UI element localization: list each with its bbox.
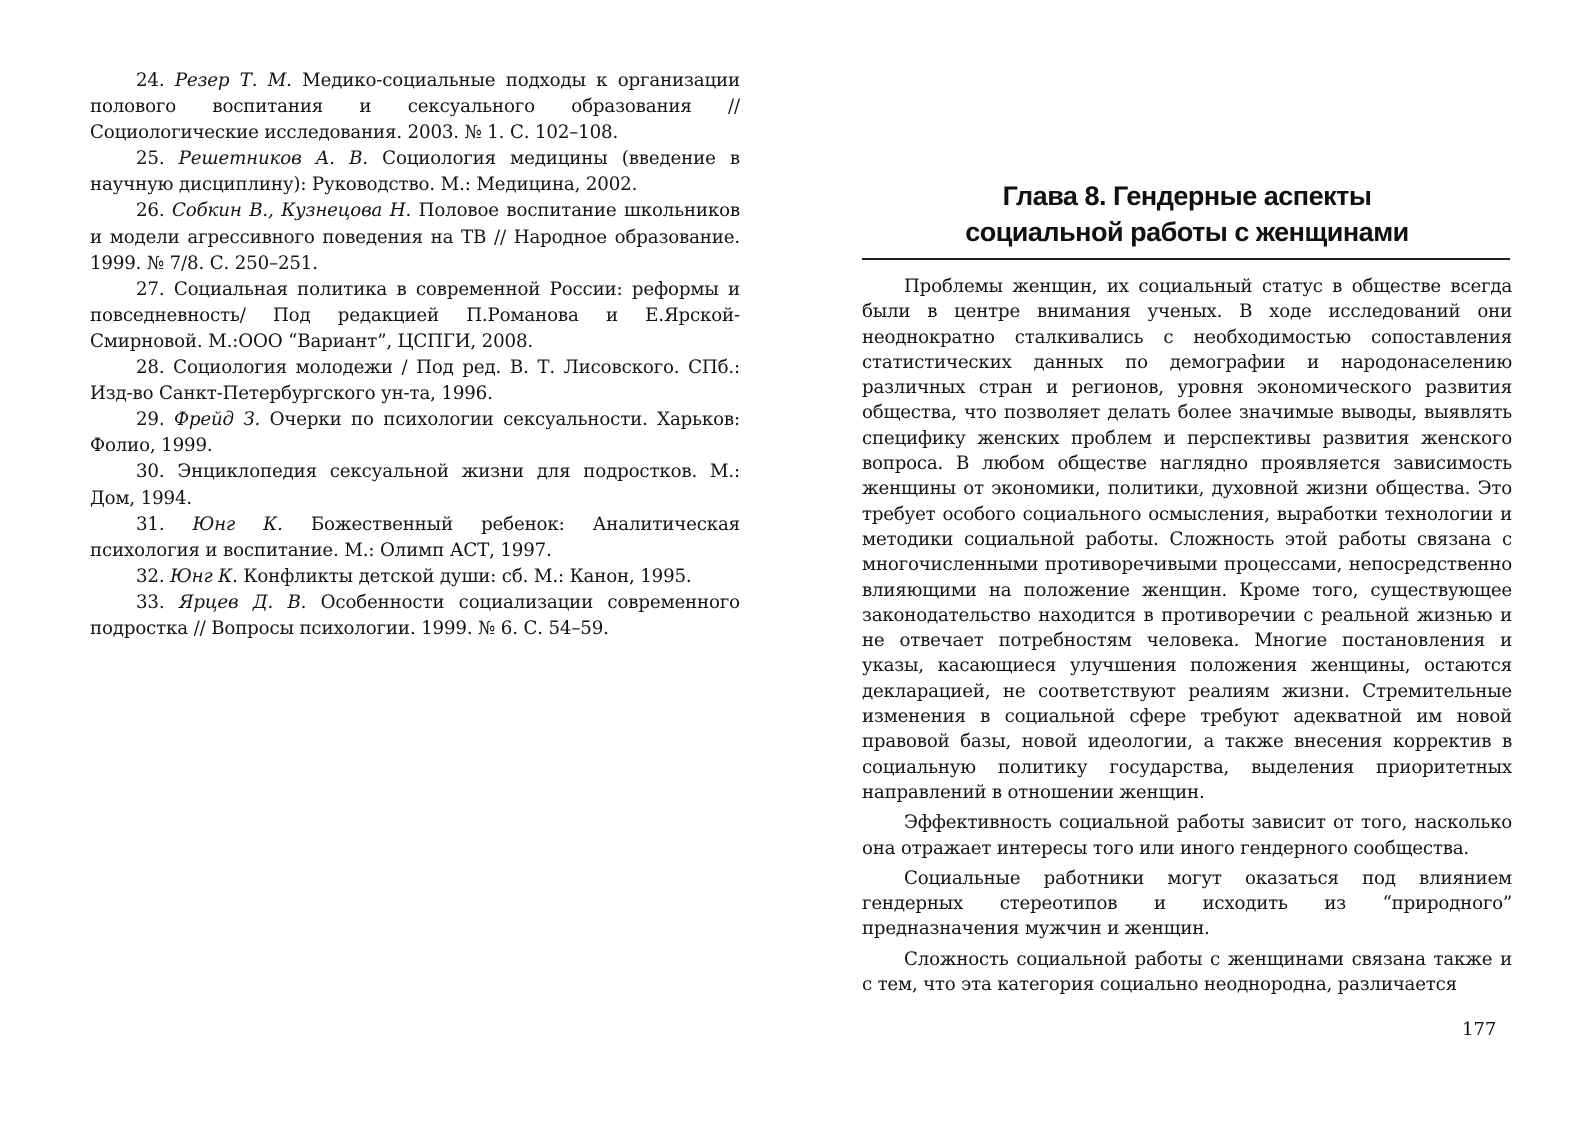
body-paragraph: Эффективность социальной работы зависит от того, насколько она отражает интересы того или иного гендерного сообщества. — [862, 812, 1512, 859]
reference-item: 27. Социальная политика в современной России: реформы и повседневность/ Под редакцией П.Романова и Е.Ярской-Смирновой. М.:ООО “Вариант”, ЦСПГИ, 2008. — [90, 278, 740, 352]
page-number: 177 — [1462, 1019, 1497, 1040]
body-paragraph: Проблемы женщин, их социальный статус в обществе всегда были в центре внимания ученых. В ходе исследований они неоднократно сталкивались с необходимостью сопоставления статистических данных по демографии и народонаселению различных стран и регионов, уровня экономического развития общества, что позволяет делать более значимые выводы, выявлять специфику женских проблем и перспективы развития женского вопроса. В любом обществе наглядно проявляется зависимость женщины от экономики, политики, духовной жизни общества. Это требует особого социального осмысления, выработки технологии и методики социальной работы. Сложность этой работы связана с многочисленными противоречивыми процессами, непосредственно влияющими на положение женщин. Кроме того, существующее законодательство находится в противоречии с реальной жизнью и не отвечает потребностям человека. Многие постановления и указы, касающиеся улучшения положения женщины, остаются декларацией, не соответствуют реалиям жизни. Стремительные изменения в социальной сфере требуют адекватной им новой правовой базы, новой идеологии, а также внесения корректив в социальную политику государства, выделения приоритетных направлений в отношении женщин. — [862, 276, 1512, 803]
reference-item: 28. Социология молодежи / Под ред. В. Т. Лисовского. СПб.: Изд-во Санкт-Петербургского ун-та, 1996. — [90, 357, 740, 405]
reference-author: Юнг К. — [192, 513, 283, 535]
reference-item: 31. Юнг К. Божественный ребенок: Аналитическая психология и воспитание. М.: Олимп АСТ, 1997. — [90, 513, 740, 561]
right-page-chapter — [862, 178, 1512, 997]
reference-author: Резер Т. М. — [174, 70, 292, 91]
title-divider — [862, 258, 1510, 260]
reference-author: Фрейд З. — [173, 409, 261, 431]
chapter-title-line-2: социальной работы с женщинами — [965, 217, 1409, 247]
reference-item: 25. Решетников А. В. Социология медицины (введение в научную дисциплину): Руководство. М.: Медицина, 2002. — [90, 148, 740, 196]
body-paragraph: Социальные работники могут оказаться под влиянием гендерных стереотипов и исходить из “природного” предназначения мужчин и женщин. — [862, 867, 1512, 940]
chapter-title — [862, 178, 1512, 250]
reference-item: 29. Фрейд З. Очерки по психологии сексуальности. Харьков: Фолио, 1999. — [90, 409, 740, 457]
reference-item: 26. Собкин В., Кузнецова Н. Половое воспитание школьников и модели агрессивного поведения на ТВ // Народное образование. 1999. № 7/8. С. 250–251. — [90, 200, 740, 274]
reference-author: Ярцев Д. В. — [178, 591, 307, 613]
body-paragraph: Сложность социальной работы с женщинами связана также и с тем, что эта категория социально неоднородна, различается — [862, 948, 1512, 996]
reference-item: 33. Ярцев Д. В. Особенности социализации современного подростка // Вопросы психологии. 1999. № 6. С. 54–59. — [90, 591, 740, 639]
reference-author: Собкин В., Кузнецова Н. — [172, 200, 412, 222]
reference-item: 24. Резер Т. М. Медико-социальные подходы к организации полового воспитания и сексуального образования // Социологические исследования. 2003. № 1. С. 102–108. — [90, 70, 740, 144]
reference-author: Юнг К. — [170, 565, 238, 587]
chapter-title-line-1: Глава 8. Гендерные аспекты — [1002, 181, 1372, 211]
reference-item: 30. Энциклопедия сексуальной жизни для подростков. М.: Дом, 1994. — [90, 461, 740, 509]
reference-author: Решетников А. В. — [178, 148, 368, 170]
left-page-references — [90, 68, 740, 642]
reference-item: 32. Юнг К. Конфликты детской души: сб. М.: Канон, 1995. — [136, 565, 692, 587]
